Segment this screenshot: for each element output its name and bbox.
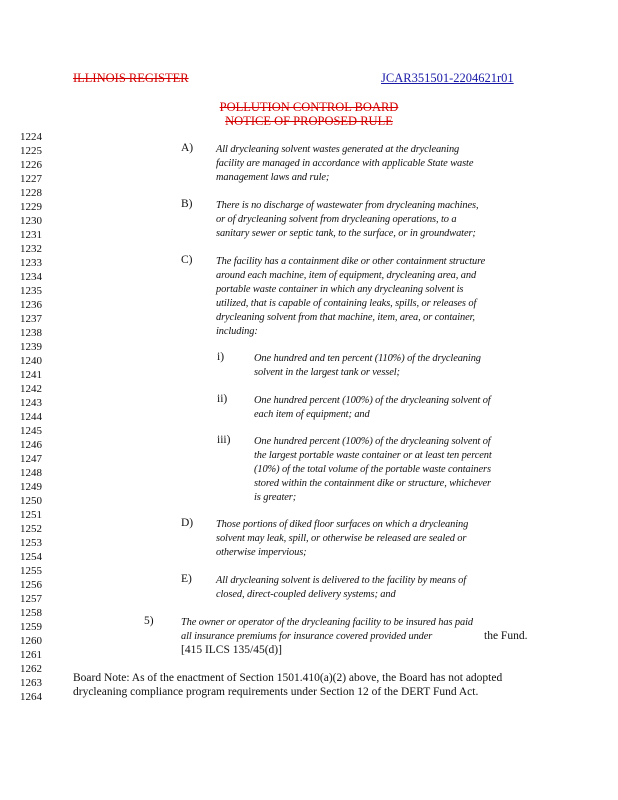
item-5-label: 5)	[144, 615, 154, 627]
line-number: 1231	[20, 229, 42, 241]
item-c-line: including:	[216, 326, 258, 337]
item-ci-line: One hundred and ten percent (110%) of the drycleaning	[254, 353, 481, 364]
item-cii-line: One hundred percent (100%) of the drycleaning solvent of	[254, 395, 491, 406]
statute-citation: [415 ILCS 135/45(d)]	[181, 644, 282, 656]
item-a-line: All drycleaning solvent wastes generated at the drycleaning	[216, 144, 460, 155]
item-b-line: or of drycleaning solvent from drycleaning operations, to a	[216, 214, 457, 225]
item-c-line: around each machine, item of equipment, drycleaning area, and	[216, 270, 477, 281]
line-number: 1245	[20, 425, 42, 437]
notice-title: NOTICE OF PROPOSED RULE	[225, 114, 393, 128]
item-cii-line: each item of equipment; and	[254, 409, 370, 420]
line-number: 1264	[20, 691, 42, 703]
item-b-line: There is no discharge of wastewater from drycleaning machines,	[216, 200, 479, 211]
line-number: 1251	[20, 509, 42, 521]
item-d-line: solvent may leak, spill, or otherwise be released are sealed or	[216, 533, 467, 544]
line-number: 1238	[20, 327, 42, 339]
item-d-label: D)	[181, 517, 194, 529]
line-number: 1243	[20, 397, 42, 409]
line-number: 1239	[20, 341, 42, 353]
line-number: 1227	[20, 173, 42, 185]
line-number: 1225	[20, 145, 42, 157]
item-e-line: All drycleaning solvent is delivered to the facility by means of	[216, 575, 467, 586]
line-number: 1229	[20, 201, 42, 213]
item-c-line: The facility has a containment dike or other containment structure	[216, 256, 486, 267]
item-5-line: The owner or operator of the drycleaning facility to be insured has paid	[181, 617, 473, 628]
item-ci-label: i)	[217, 351, 225, 363]
item-e-line: closed, direct-coupled delivery systems; and	[216, 589, 396, 600]
board-note-line: drycleaning compliance program requirements under Section 12 of the DERT Fund Act.	[73, 686, 479, 698]
item-a-line: management laws and rule;	[216, 172, 330, 183]
line-number: 1247	[20, 453, 42, 465]
line-number: 1261	[20, 649, 42, 661]
item-e-label: E)	[181, 573, 192, 585]
line-number: 1255	[20, 565, 42, 577]
line-number: 1232	[20, 243, 42, 255]
line-number: 1262	[20, 663, 42, 675]
line-number: 1244	[20, 411, 42, 423]
register-title: ILLINOIS REGISTER	[73, 71, 189, 85]
item-ciii-line: is greater;	[254, 492, 297, 503]
item-c-line: utilized, that is capable of containing leaks, spills, or releases of	[216, 298, 477, 309]
item-c-line: drycleaning solvent from that machine, item, area, or container,	[216, 312, 475, 323]
line-number: 1259	[20, 621, 42, 633]
line-number: 1254	[20, 551, 42, 563]
line-number: 1235	[20, 285, 42, 297]
line-number: 1246	[20, 439, 42, 451]
item-a-line: facility are managed in accordance with applicable State waste	[216, 158, 474, 169]
line-number: 1240	[20, 355, 42, 367]
line-number: 1257	[20, 593, 42, 605]
line-number: 1263	[20, 677, 42, 689]
item-ci-line: solvent in the largest tank or vessel;	[254, 367, 400, 378]
item-ciii-line: stored within the containment dike or structure, whichever	[254, 478, 491, 489]
line-number: 1250	[20, 495, 42, 507]
line-number: 1248	[20, 467, 42, 479]
item-c-line: portable waste container in which any drycleaning solvent is	[216, 284, 464, 295]
item-b-label: B)	[181, 198, 193, 210]
line-number: 1237	[20, 313, 42, 325]
item-ciii-line: One hundred percent (100%) of the drycleaning solvent of	[254, 436, 491, 447]
line-number: 1242	[20, 383, 42, 395]
item-d-line: Those portions of diked floor surfaces on which a drycleaning	[216, 519, 469, 530]
line-number: 1249	[20, 481, 42, 493]
board-note-line: Board Note: As of the enactment of Section 1501.410(a)(2) above, the Board has not adopted	[73, 672, 503, 684]
item-b-line: sanitary sewer or septic tank, to the surface, or in groundwater;	[216, 228, 476, 239]
board-title: POLLUTION CONTROL BOARD	[219, 100, 399, 114]
line-number: 1256	[20, 579, 42, 591]
item-5-line: all insurance premiums for insurance covered provided under	[181, 631, 433, 642]
document-code: JCAR351501-2204621r01	[381, 71, 514, 85]
line-number: 1233	[20, 257, 42, 269]
line-number: 1258	[20, 607, 42, 619]
item-cii-label: ii)	[217, 393, 228, 405]
item-c-label: C)	[181, 254, 193, 266]
line-number: 1234	[20, 271, 42, 283]
line-number: 1230	[20, 215, 42, 227]
item-ciii-line: (10%) of the total volume of the portable waste containers	[254, 464, 491, 475]
line-number: 1228	[20, 187, 42, 199]
item-ciii-line: the largest portable waste container or at least ten percent	[254, 450, 492, 461]
line-number: 1226	[20, 159, 42, 171]
line-number: 1224	[20, 131, 42, 143]
line-number: 1236	[20, 299, 42, 311]
line-number: 1260	[20, 635, 42, 647]
item-a-label: A)	[181, 142, 194, 154]
line-number: 1253	[20, 537, 42, 549]
item-5-line-tail: the Fund.	[484, 630, 528, 642]
item-ciii-label: iii)	[217, 434, 231, 446]
line-number: 1241	[20, 369, 42, 381]
line-number: 1252	[20, 523, 42, 535]
item-d-line: otherwise impervious;	[216, 547, 307, 558]
